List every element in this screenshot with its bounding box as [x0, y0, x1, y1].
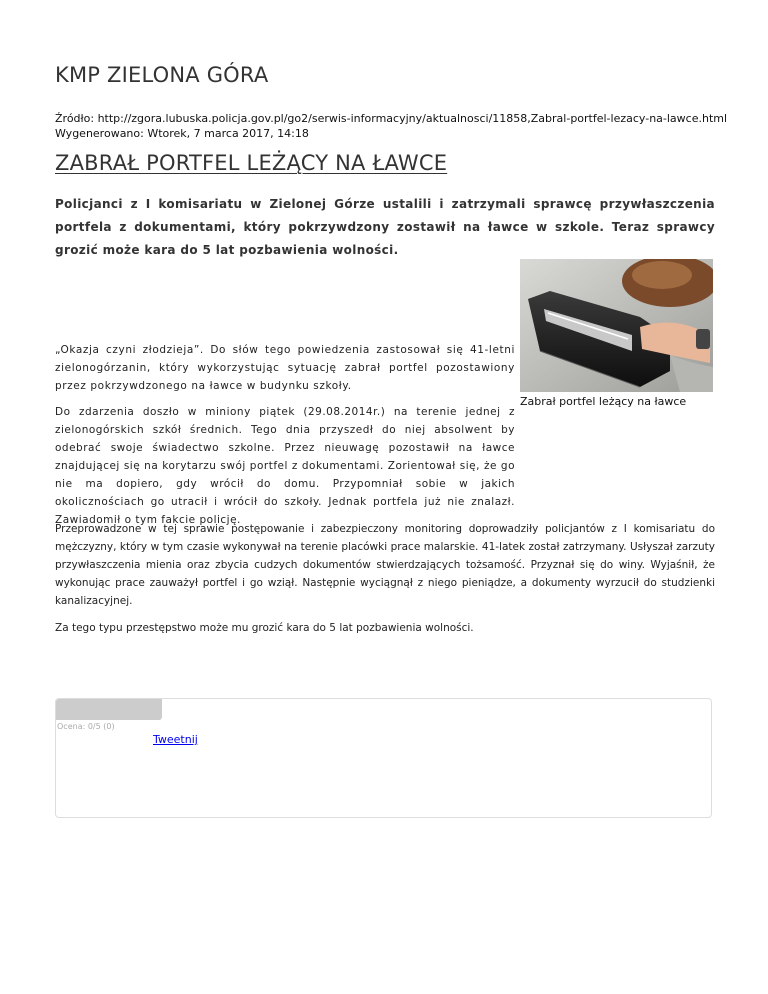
article-title: ZABRAŁ PORTFEL LEŻĄCY NA ŁAWCE — [55, 151, 448, 175]
rating-label: Ocena: 0/5 (0) — [57, 722, 115, 731]
generated-line: Wygenerowano: Wtorek, 7 marca 2017, 14:18 — [55, 127, 309, 140]
article-body-wrapped — [55, 341, 515, 529]
source-line: Źródło: http://zgora.lubuska.policja.gov.pl/go2/serwis-informacyjny/aktualnosci/11858,Zabral-portfel-lezacy-na-lawce.html — [55, 112, 728, 125]
paragraph-4: Za tego typu przestępstwo może mu grozić kara do 5 lat pozbawienia wolności. — [55, 622, 474, 634]
rating-bar[interactable] — [56, 699, 162, 720]
paragraph-2: Do zdarzenia doszło w miniony piątek (29.08.2014r.) na terenie jednej z zielonogórskich szkół średnich. Tego dnia przyszedł do niej absolwent by odebrać swoje świadectwo szkolne. Przez nieuwagę pozostawił na ławce znajdującej się na korytarzu swój portfel z dokumentami. Zorientował się, że go nie ma dopiero, gdy wrócił do domu. Przypomniał sobie w jakich okolicznościach go utracił i wrócił do szkoły. Jednak portfela już nie znalazł. Zawiadomił o tym fakcie policję. — [55, 406, 515, 526]
rating-box — [55, 698, 712, 818]
paragraph-1: „Okazja czyni złodzieja”. Do słów tego powiedzenia zastosował się 41-letni zielonogórzanin, który wykorzystując sytuację zabrał portfel pozostawiony przez pokrzywdzonego na ławce w budynku szkoły. — [55, 344, 515, 392]
document-meta — [55, 111, 727, 141]
wallet-photo — [520, 259, 713, 392]
paragraph-3: Przeprowadzone w tej sprawie postępowanie i zabezpieczony monitoring doprowadziły policjantów z I komisariatu do mężczyzny, który w tym czasie wykonywał na terenie placówki prace malarskie. 41-latek został zatrzymany. Usłyszał zarzuty przywłaszczenia mienia oraz zbycia cudzych dokumentów stwierdzających tożsamość. Przyznał się do winy. Wyjaśnił, że wykonując prace zauważył portfel i go wziął. Następnie wyciągnął z niego pieniądze, a dokumenty wyrzucił do studzienki kanalizacyjnej. — [55, 523, 715, 607]
image-caption: Zabrał portfel leżący na ławce — [520, 395, 687, 408]
tweet-link[interactable]: Tweetnij — [153, 733, 198, 746]
site-title: KMP ZIELONA GÓRA — [55, 63, 269, 87]
article-lead: Policjanci z I komisariatu w Zielonej Górze ustalili i zatrzymali sprawcę przywłaszczenia portfela z dokumentami, który pokrzywdzony zostawił na ławce w szkole. Teraz sprawcy grozić może kara do 5 lat pozbawienia wolności. — [55, 197, 715, 257]
article-figure — [520, 259, 713, 408]
